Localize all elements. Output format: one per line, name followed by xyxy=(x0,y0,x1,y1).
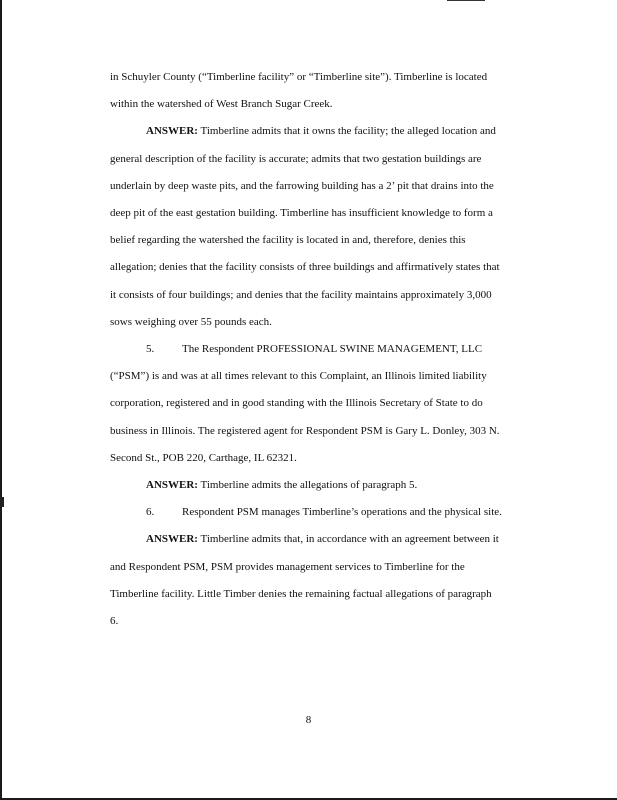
scan-border-left xyxy=(0,0,2,800)
text-line: general description of the facility is accurate; admits that two gestation buildings are xyxy=(110,152,482,165)
text-line: allegation; denies that the facility consists of three buildings and affirmatively states that xyxy=(110,261,500,274)
document-body xyxy=(110,64,540,635)
answer-paragraph-6 xyxy=(110,526,540,553)
scan-mark-top xyxy=(447,0,485,1)
text-line: corporation, registered and in good standing with the Illinois Secretary of State to do xyxy=(110,397,483,410)
text-line: (“PSM”) is and was at all times relevant to this Complaint, an Illinois limited liability xyxy=(110,370,487,383)
text-line: 6. xyxy=(110,615,119,628)
text-line: underlain by deep waste pits, and the farrowing building has a 2’ pit that drains into the xyxy=(110,179,494,192)
paragraph-number: 5. xyxy=(146,343,155,356)
scan-mark-left xyxy=(0,497,4,507)
text-line: Timberline facility. Little Timber denies the remaining factual allegations of paragraph xyxy=(110,587,492,600)
answer-paragraph-4 xyxy=(110,118,540,145)
answer-label: ANSWER: xyxy=(146,479,198,492)
text-line: sows weighing over 55 pounds each. xyxy=(110,315,272,328)
answer-label: ANSWER: xyxy=(146,125,198,138)
paragraph-text: The Respondent PROFESSIONAL SWINE MANAGEMENT, LLC xyxy=(182,343,483,356)
answer-text: Timberline admits that it owns the facility; the alleged location and xyxy=(200,125,496,138)
answer-text: Timberline admits the allegations of paragraph 5. xyxy=(200,479,418,492)
text-line: it consists of four buildings; and denies that the facility maintains approximately 3,000 xyxy=(110,288,492,301)
text-line: business in Illinois. The registered agent for Respondent PSM is Gary L. Donley, 303 N. xyxy=(110,424,500,437)
text-line: in Schuyler County (“Timberline facility” or “Timberline site”). Timberline is located xyxy=(110,71,488,83)
paragraph-text: Respondent PSM manages Timberline’s operations and the physical site. xyxy=(182,506,502,519)
paragraph-5 xyxy=(110,336,540,363)
answer-text: Timberline admits that, in accordance with an agreement between it xyxy=(200,533,499,546)
answer-paragraph-5 xyxy=(110,472,540,499)
text-line: Second St., POB 220, Carthage, IL 62321. xyxy=(110,451,297,464)
paragraph-number: 6. xyxy=(146,506,155,519)
paragraph-6 xyxy=(110,499,540,526)
answer-label: ANSWER: xyxy=(146,533,198,546)
text-line: deep pit of the east gestation building. Timberline has insufficient knowledge to form a xyxy=(110,207,493,220)
text-line: within the watershed of West Branch Sugar Creek. xyxy=(110,98,333,111)
text-line: belief regarding the watershed the facility is located in and, therefore, denies this xyxy=(110,234,466,247)
text-line: and Respondent PSM, PSM provides management services to Timberline for the xyxy=(110,560,465,573)
page-number: 8 xyxy=(305,714,312,726)
